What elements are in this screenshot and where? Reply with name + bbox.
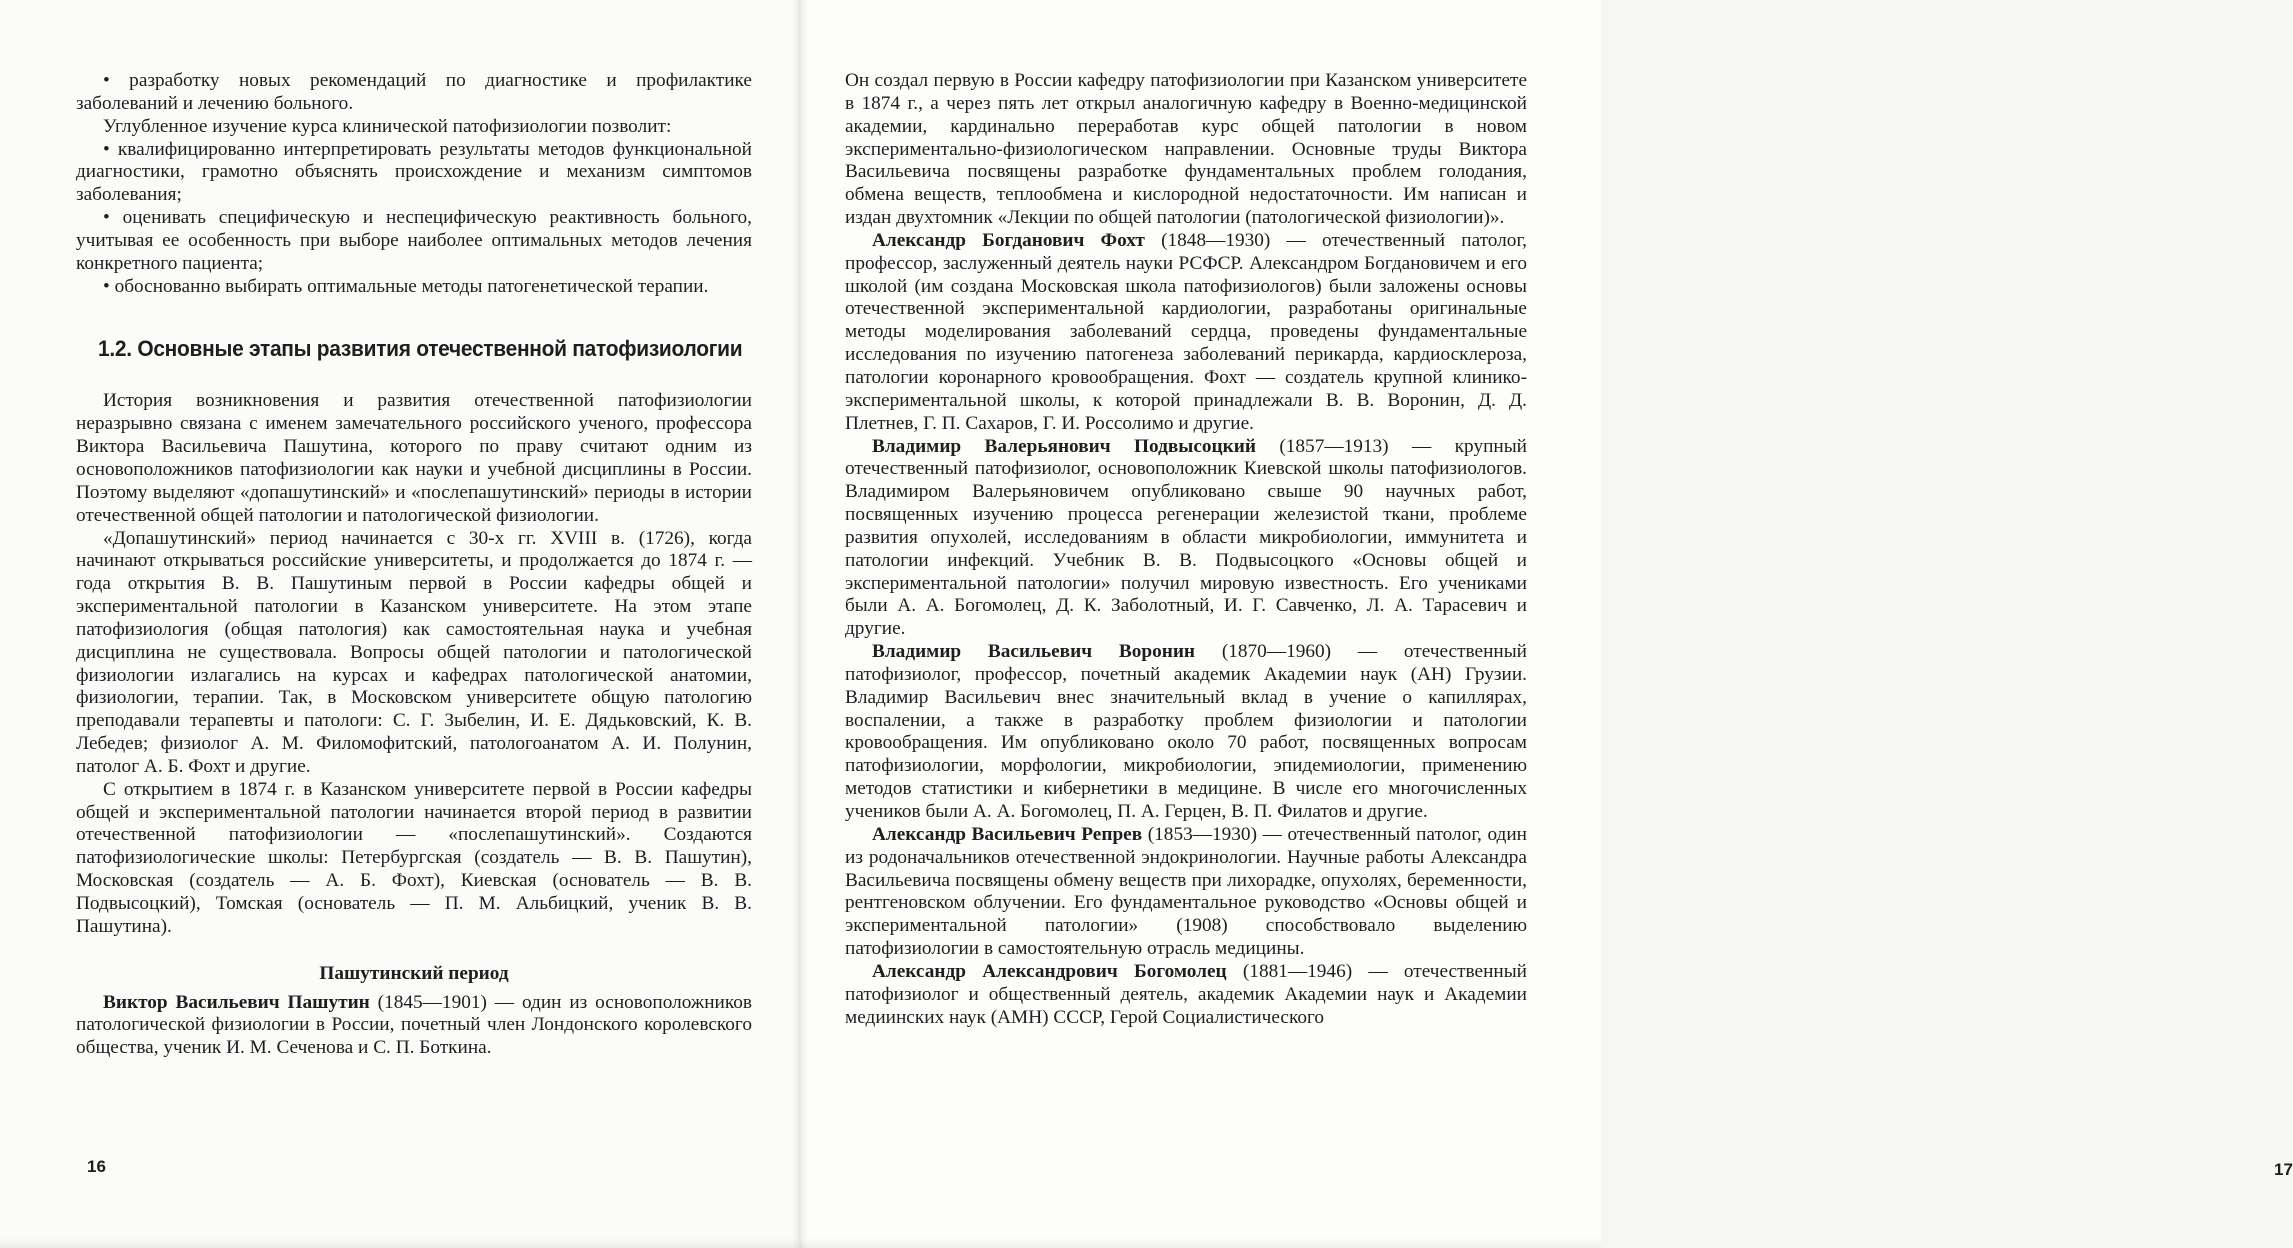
body-paragraph (845, 641, 1527, 824)
body-paragraph (845, 824, 1527, 961)
body-paragraph (845, 230, 1527, 436)
left-page (0, 0, 800, 1248)
body-paragraph (845, 961, 1527, 1030)
person-name: Александр Александрович Богомолец (872, 960, 1227, 982)
paragraph-text: (1845—1901) — один из основоположников патологической физиологии в России, почетный член Лондонского королевского общества, ученик И. М. Сеченова и С. П. Боткина. (76, 991, 752, 1059)
page-number: 16 (87, 1157, 106, 1176)
right-text-column (845, 70, 1527, 1029)
paragraph-text: (1848—1930) — отечественный патолог, профессор, заслуженный деятель науки РСФСР. Александром Богдановичем и его школой (им создана Московская школа патофизиологов) были заложены основы отечественной экспериментальной кардиологии, разработаны оригинальные методы моделирования заболеваний сердца, проведены фундаментальные исследования по изучению патогенеза заболеваний перикарда, кардиосклероза, патологии коронарного кровообращения. Фохт — создатель крупной клинико-экспериментальной школы, к которой принадлежали В. В. Воронин, Д. Д. Плетнев, Г. П. Сахаров, Г. И. Россолимо и другие. (845, 229, 1527, 434)
book-spine-shadow (792, 0, 808, 1248)
person-name: Виктор Васильевич Пашутин (103, 991, 370, 1013)
page-bottom-edge (0, 1238, 1601, 1248)
body-paragraph: «Допашутинский» период начинается с 30-х гг. XVIII в. (1726), когда начинают открываться российские университеты, и продолжается до 1874 г. — года открытия В. В. Пашутиным первой в России кафедры общей и экспериментальной патологии в Казанском университете. На этом этапе патофизиология (общая патология) как самостоятельная наука и учебная дисциплина не существовала. Вопросы общей патологии и патологической физиологии излагались на курсах и кафедрах патологической анатомии, физиологии, терапии. Так, в Московском университете общую патологию преподавали терапевты и патологи: С. Г. Зыбелин, И. Е. Дядьковский, К. В. Лебедев; физиолог А. М. Филомофитский, патологоанатом А. И. Полунин, патолог А. Б. Фохт и другие. (76, 527, 752, 777)
body-paragraph (76, 992, 752, 1061)
subsection-heading: Пашутинский период (319, 962, 509, 984)
body-paragraph: История возникновения и развития отечественной патофизиологии неразрывно связана с именем замечательного российского ученого, профессора Виктора Васильевича Пашутина, которого по праву считают одним из основоположников патофизиологии как науки и учебной дисциплины в России. Поэтому выделяют «допашутинский» и «послепашутинский» периоды в истории отечественной общей патологии и патологической физиологии. (76, 390, 752, 526)
page-number: 17 (2274, 1160, 2293, 1179)
bullet-item: • разработку новых рекомендаций по диагностике и профилактике заболеваний и лечению больного. (76, 70, 752, 114)
person-name: Александр Богданович Фохт (872, 229, 1145, 251)
paragraph-text: (1881—1946) — отечественный патофизиолог и общественный деятель, академик Академии наук и Академии медиинских наук (АМН) СССР, Герой Социалистического (845, 960, 1527, 1028)
paragraph-text: (1857—1913) — крупный отечественный патофизиолог, основоположник Киевской школы патофизиологов. Владимиром Валерьяновичем опубликовано свыше 90 научных работ, посвященных изучению процесса регенерации железистой ткани, проблеме развития опухолей, исследованиям в области микробиологии, иммунитета и патологии инфекций. Учебник В. В. Подвысоцкого «Основы общей и экспериментальной патологии» получил мировую известность. Его учениками были А. А. Богомолец, Д. К. Заболотный, И. Г. Савченко, Л. А. Тарасевич и другие. (845, 435, 1527, 640)
person-name: Владимир Васильевич Воронин (872, 641, 1196, 663)
paragraph-text: (1870—1960) — отечественный патофизиолог, профессор, почетный академик Академии наук (АН) Грузии. Владимир Васильевич внес значительный вклад в учение о капиллярах, воспалении, а также в разработку проблем физиологии и патологии кровообращения. Им опубликовано около 70 работ, посвященных вопросам патофизиологии, морфологии, микробиологии, эпидемиологии, применению методов статистики и кибернетики в медицине. В числе его многочисленных учеников были А. А. Богомолец, П. А. Герцен, В. П. Филатов и другие. (845, 641, 1527, 822)
bullet-item: • оценивать специфическую и неспецифическую реактивность больного, учитывая ее особенность при выборе наиболее оптимальных методов лечения конкретного пациента; (76, 207, 752, 274)
person-name: Александр Васильевич Репрев (872, 823, 1143, 845)
body-paragraph (845, 436, 1527, 642)
section-heading: 1.2. Основные этапы развития отечественной патофизиологии (98, 336, 743, 362)
body-paragraph: Он создал первую в России кафедру патофизиологии при Казанском университете в 1874 г., а через пять лет открыл аналогичную кафедру в Военно-медицинской академии, кардинально переработав курс общей патологии в новом экспериментально-физиологическом направлении. Основные труды Виктора Васильевича посвящены разработке фундаментальных проблем голодания, обмена веществ, теплообмена и кислородной недостаточности. Им написан и издан двухтомник «Лекции по общей патологии (патологической физиологии)». (845, 70, 1527, 229)
bullet-item: • обоснованно выбирать оптимальные методы патогенетической терапии. (103, 275, 709, 297)
intro-paragraph: Углубленное изучение курса клинической патофизиологии позволит: (103, 115, 672, 137)
person-name: Владимир Валерьянович Подвысоцкий (872, 435, 1256, 457)
right-page (800, 0, 2293, 1248)
body-paragraph: С открытием в 1874 г. в Казанском университете первой в России кафедры общей и экспериментальной патологии начинается второй период в развитии отечественной патофизиологии — «послепашутинский». Создаются патофизиологические школы: Петербургская (создатель — В. В. Пашутин), Московская (создатель — А. Б. Фохт), Киевская (основатель — В. В. Подвысоцкий), Томская (основатель — П. М. Альбицкий, ученик В. В. Пашутина). (76, 778, 752, 937)
left-text-column (76, 70, 752, 1060)
paragraph-text: (1853—1930) — отечественный патолог, один из родоначальников отечественной эндокринологии. Научные работы Александра Васильевича посвящены обмену веществ при лихорадке, опухолях, беременности, рентгеновском облучении. Его фундаментальное руководство «Основы общей и экспериментальной патологии» (1908) способствовало выделению патофизиологии в самостоятельную отрасль медицины. (845, 823, 1527, 960)
bullet-item: • квалифицированно интерпретировать результаты методов функциональной диагностики, грамотно объяснять происхождение и механизм симптомов заболевания; (76, 138, 752, 206)
